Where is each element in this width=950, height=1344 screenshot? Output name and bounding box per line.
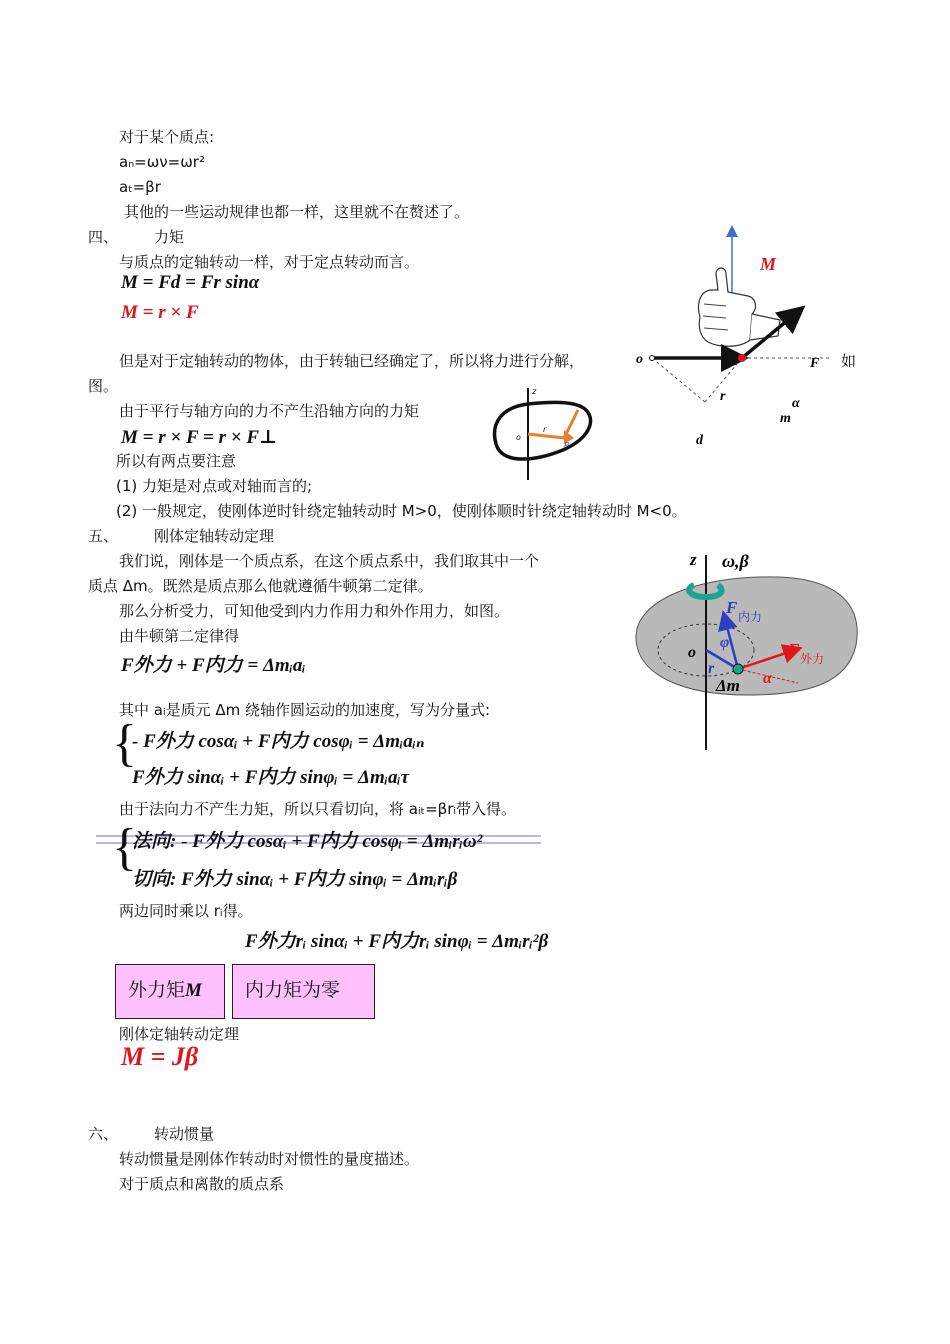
label-o: o (516, 433, 521, 442)
brace: { (112, 715, 137, 772)
equation-torque-vector: M = r × F (121, 302, 199, 323)
section-title: 刚体定轴转动定理 (154, 527, 275, 545)
section-number: 四、 (88, 228, 119, 246)
text-line: 由于平行与轴方向的力不产生沿轴方向的力矩 (119, 402, 420, 420)
label-phi: φ (720, 634, 730, 651)
external-torque-box: 外力矩M (115, 964, 225, 1019)
section-title: 力矩 (154, 228, 185, 246)
label-F: F (810, 356, 820, 371)
brace: { (112, 819, 137, 876)
text-line: 由于法向力不产生力矩，所以只看切向，将 aᵢₜ=βrᵢ带入得。 (119, 800, 517, 818)
text-line: (1) 力矩是对点或对轴而言的; (116, 477, 313, 495)
equation-axis-torque: M = r × F = r × F⊥ (121, 427, 278, 448)
label-z: z (532, 387, 537, 396)
label-o: o (688, 644, 696, 661)
section-title: 转动惯量 (154, 1125, 215, 1143)
equation-rotation-law: M = Jβ (121, 1042, 199, 1071)
section-number: 五、 (88, 527, 119, 545)
label-r: r (720, 389, 726, 404)
label-F-out-sub: 外力 (800, 652, 825, 666)
rigid-body-figure (628, 545, 868, 750)
text-line: 其他的一些运动规律也都一样，这里就不在赘述了。 (124, 203, 470, 221)
label-r: r (543, 425, 547, 434)
text-line: 如 (841, 352, 857, 370)
label-ri: r (708, 660, 715, 677)
section-number: 六、 (88, 1125, 119, 1143)
text-line: 对于质点和离散的质点系 (119, 1175, 285, 1193)
text-line: 对于某个质点: (119, 128, 215, 146)
equation-tangent-direction: 切向: F外力 sinαᵢ + F内力 sinφᵢ = Δmᵢrᵢβ (132, 869, 458, 890)
equation-moment: F外力rᵢ sinαᵢ + F内力rᵢ sinφᵢ = Δmᵢrᵢ²β (245, 931, 549, 952)
equation-normal-direction: 法向: - F外力 cosαᵢ + F内力 cosφᵢ = Δmᵢrᵢω² (132, 831, 483, 852)
equation-normal-component: - F外力 cosαᵢ + F内力 cosφᵢ = Δmᵢaᵢₙ (132, 731, 425, 752)
text-line: 刚体定轴转动定理 (119, 1025, 240, 1043)
label-omega-beta: ω,β (722, 551, 749, 571)
text-line: 那么分析受力，可知他受到内力作用力和外作用力，如图。 (119, 602, 510, 620)
torque-hand-figure (630, 222, 860, 452)
label-M: M (760, 254, 777, 274)
equation-newton: F外力 + F内力 = Δmᵢaᵢ (121, 655, 306, 676)
text-line: 但是对于定轴转动的物体，由于转轴已经确定了，所以将力进行分解， (119, 352, 585, 370)
label-alpha: α (763, 670, 772, 687)
internal-torque-box: 内力矩为零 (232, 964, 375, 1019)
label-F-in-sub: 内力 (738, 610, 763, 624)
text-line: 我们说，刚体是一个质点系，在这个质点系中，我们取其中一个 (119, 552, 540, 570)
text-line: 与质点的定轴转动一样，对于定点转动而言。 (119, 253, 420, 271)
text-line: 图。 (88, 377, 119, 395)
label-F-in: F (726, 598, 738, 617)
label-dm: Δm (716, 676, 740, 695)
axis-rotation-figure (488, 382, 598, 482)
label-p: P (564, 441, 569, 450)
label-m: m (780, 411, 791, 426)
label-o: o (636, 352, 643, 367)
equation-tangent-component: F外力 sinαᵢ + F内力 sinφᵢ = Δmᵢaᵢτ (132, 767, 410, 788)
text-line: 由牛顿第二定律得 (119, 627, 240, 645)
text-line: 转动惯量是刚体作转动时对惯性的量度描述。 (119, 1150, 420, 1168)
text-line: 质点 Δm。既然是质点那么他就遵循牛顿第二定律。 (88, 577, 433, 595)
text-line: aₜ=βr (119, 178, 161, 196)
text-line: 两边同时乘以 rᵢ得。 (119, 902, 253, 920)
text-line: 所以有两点要注意 (116, 452, 237, 470)
text-line: aₙ=ων=ωr² (119, 153, 205, 171)
label-z: z (690, 550, 697, 569)
label-F-out: F (788, 640, 800, 659)
text-line: (2) 一般规定，使刚体逆时针绕定轴转动时 M>0，使刚体顺时针绕定轴转动时 M<0。 (116, 502, 687, 520)
equation-torque-scalar: M = Fd = Fr sinα (121, 272, 260, 293)
label-d: d (696, 433, 703, 448)
text-line: 其中 aᵢ是质元 Δm 绕轴作圆运动的加速度，写为分量式: (119, 701, 491, 719)
label-alpha: α (792, 396, 800, 411)
